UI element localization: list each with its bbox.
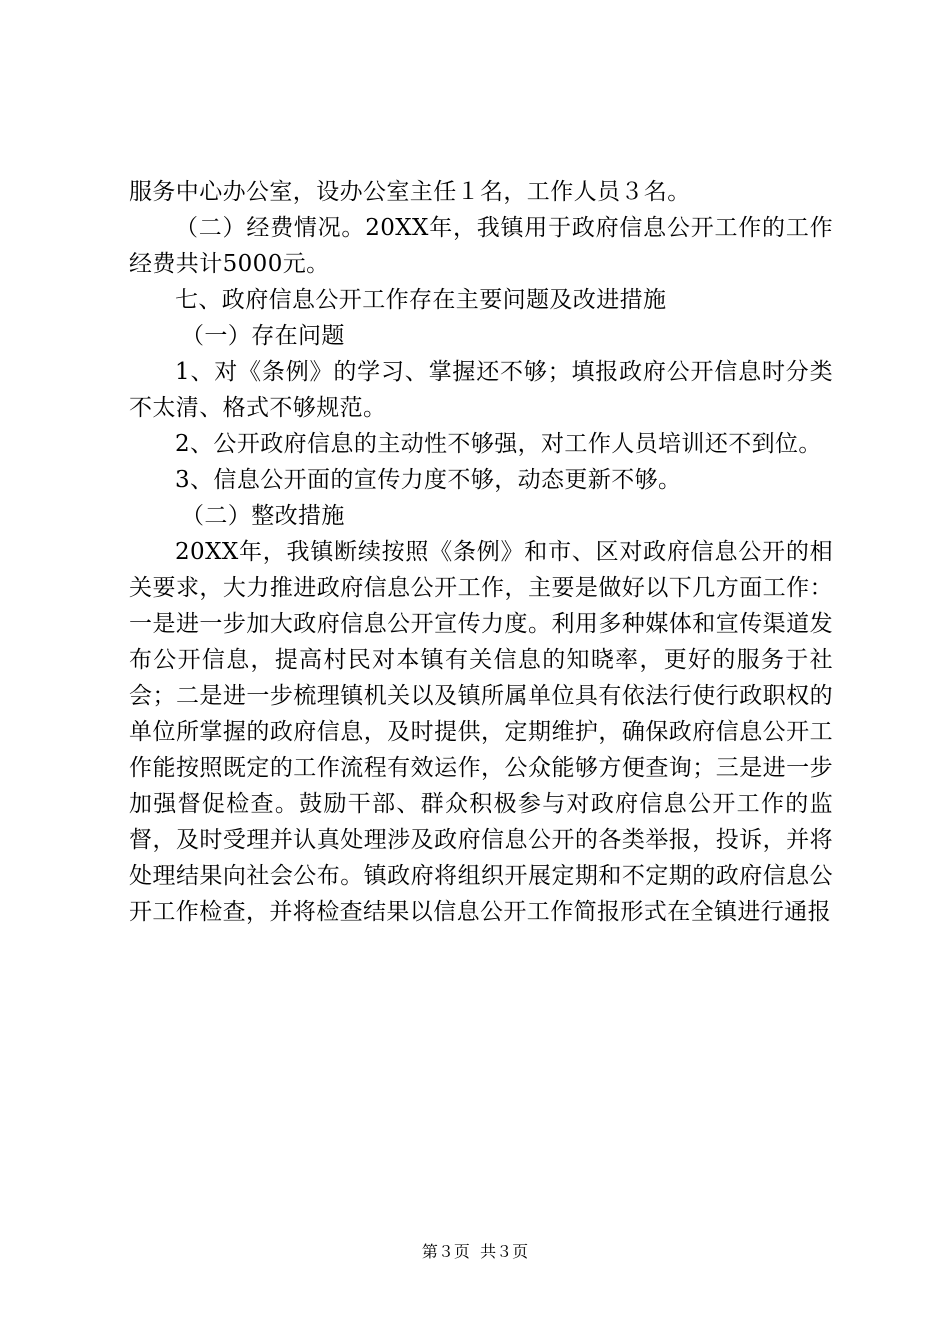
document-body xyxy=(129,174,833,930)
section-heading-problems-measures: 七、政府信息公开工作存在主要问题及改进措施 xyxy=(175,287,667,313)
page-number-footer: 第３页 共３页 xyxy=(421,1242,529,1261)
problem-item-1: 1、对《条例》的学习、掌握还不够；填报政府公开信息时分类不太清、格式不够规范。 xyxy=(129,359,833,421)
subheading-rectification-measures: （二）整改措施 xyxy=(181,503,345,529)
paragraph-staffing-continued: 服务中心办公室，设办公室主任１名，工作人员３名。 xyxy=(129,179,691,205)
paragraph-rectification-details: 20XX年，我镇断续按照《条例》和市、区对政府信息公开的相关要求，大力推进政府信息公开工作，主要是做好以下几方面工作：一是进一步加大政府信息公开宣传力度。利用多种媒体和宣传渠道发布公开信息，提高村民对本镇有关信息的知晓率，更好的服务于社会；二是进一步梳理镇机关以及镇所属单位具有依法行使行政职权的单位所掌握的政府信息，及时提供，定期维护，确保政府信息公开工作能按照既定的工作流程有效运作，公众能够方便查询；三是进一步加强督促检查。鼓励干部、群众积极参与对政府信息公开工作的监督，及时受理并认真处理涉及政府信息公开的各类举报，投诉，并将处理结果向社会公布。镇政府将组织开展定期和不定期的政府信息公开工作检查，并将检查结果以信息公开工作简报形式在全镇进行通报 xyxy=(129,539,833,925)
paragraph-funding: （二）经费情况。20XX年，我镇用于政府信息公开工作的工作经费共计5000元。 xyxy=(129,215,833,277)
problem-item-2: 2、公开政府信息的主动性不够强，对工作人员培训还不到位。 xyxy=(175,431,822,457)
subheading-existing-problems: （一）存在问题 xyxy=(181,323,345,349)
problem-item-3: 3、信息公开面的宣传力度不够，动态更新不够。 xyxy=(175,467,682,493)
